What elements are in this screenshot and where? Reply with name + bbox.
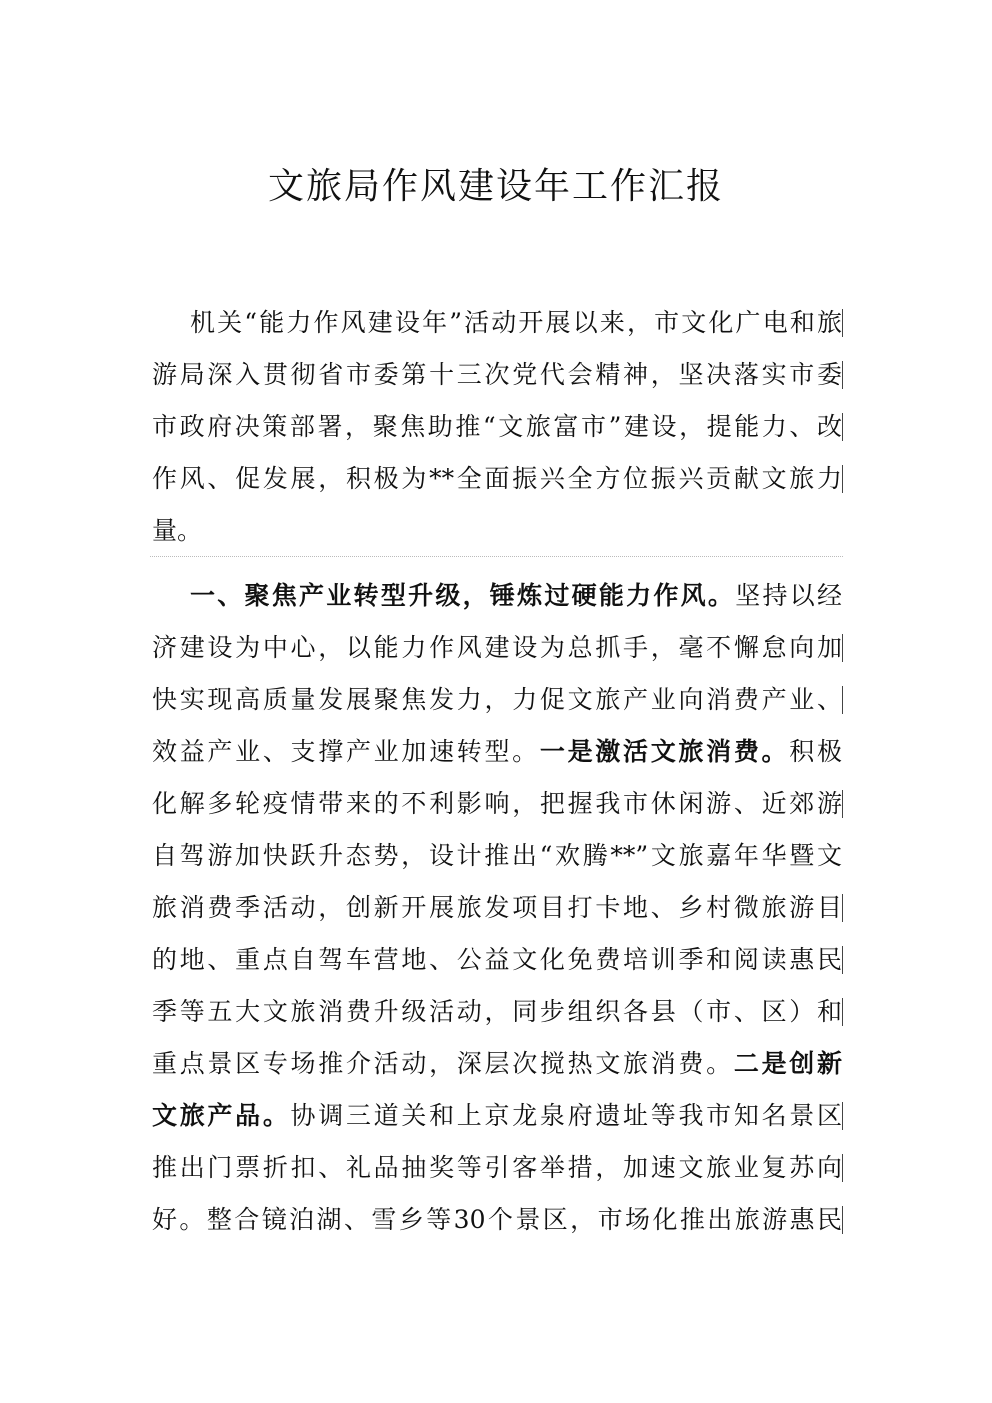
subheading-2-part-2: 文旅产品。 [152, 1101, 291, 1130]
subheading-2-tail: 协调三道关和上京龙泉府遗址等我市知名景区 [290, 1101, 842, 1130]
subheading-1-tail: 积极 [789, 737, 842, 766]
paragraph-1-line-5: 量。 [152, 516, 203, 545]
margin-bar [842, 465, 843, 493]
margin-bar [842, 894, 843, 922]
subheading-2-part-1: 二是创新 [733, 1049, 842, 1078]
margin-bar [842, 361, 843, 389]
paragraph-2-line-10-text: 重点景区专场推介活动，深层次搅热文旅消费。 [152, 1049, 734, 1078]
margin-bar [842, 413, 843, 441]
margin-bar [842, 1154, 843, 1182]
paragraph-2-line-12: 推出门票折扣、礼品抽奖等引客举措，加速文旅业复苏向 [152, 1153, 842, 1182]
paragraph-2-line-9: 季等五大文旅消费升级活动，同步组织各县（市、区）和 [152, 997, 842, 1026]
paragraph-2-line-1 [190, 576, 842, 616]
margin-bar [842, 946, 843, 974]
paragraph-2-line-7: 旅消费季活动，创新开展旅发项目打卡地、乡村微旅游目 [152, 893, 842, 922]
paragraph-2-line-1-rest: 坚持以经 [735, 581, 842, 610]
paragraph-2-line-4-text: 效益产业、支撑产业加速转型。 [152, 737, 540, 766]
paragraph-1-line-4: 作风、促发展，积极为**全面振兴全方位振兴贡献文旅力 [152, 464, 842, 493]
paragraph-2-line-4 [152, 732, 842, 772]
page-title: 文旅局作风建设年工作汇报 [267, 166, 724, 207]
margin-bar [842, 790, 843, 818]
subheading-1: 一是激活文旅消费。 [539, 737, 790, 766]
paragraph-2-line-13: 好。整合镜泊湖、雪乡等30个景区，市场化推出旅游惠民 [152, 1205, 842, 1234]
paragraph-1-line-1: 机关“能力作风建设年”活动开展以来，市文化广电和旅 [190, 308, 842, 337]
paragraph-2-line-5: 化解多轮疫情带来的不利影响，把握我市休闲游、近郊游 [152, 789, 842, 818]
margin-bar [842, 686, 843, 714]
paragraph-1-line-2: 游局深入贯彻省市委第十三次党代会精神，坚决落实市委 [152, 360, 842, 389]
paragraph-2-line-10 [152, 1044, 842, 1084]
paragraph-2-line-8: 的地、重点自驾车营地、公益文化免费培训季和阅读惠民 [152, 945, 842, 974]
margin-bar [842, 309, 843, 337]
margin-bar [842, 634, 843, 662]
margin-bar [842, 998, 843, 1026]
margin-bar [842, 1206, 843, 1234]
section-heading-1: 一、聚焦产业转型升级，锤炼过硬能力作风。 [190, 581, 736, 610]
paragraph-2-line-2: 济建设为中心，以能力作风建设为总抓手，毫不懈怠向加 [152, 633, 842, 662]
margin-bar [842, 1102, 843, 1130]
paragraph-2-line-3: 快实现高质量发展聚焦发力，力促文旅产业向消费产业、 [152, 685, 842, 714]
paragraph-2-line-11 [152, 1096, 842, 1136]
section-divider [150, 556, 843, 557]
paragraph-2-line-6: 自驾游加快跃升态势，设计推出“欢腾**”文旅嘉年华暨文 [152, 841, 842, 870]
paragraph-1-line-3: 市政府决策部署，聚焦助推“文旅富市”建设，提能力、改 [152, 412, 842, 441]
